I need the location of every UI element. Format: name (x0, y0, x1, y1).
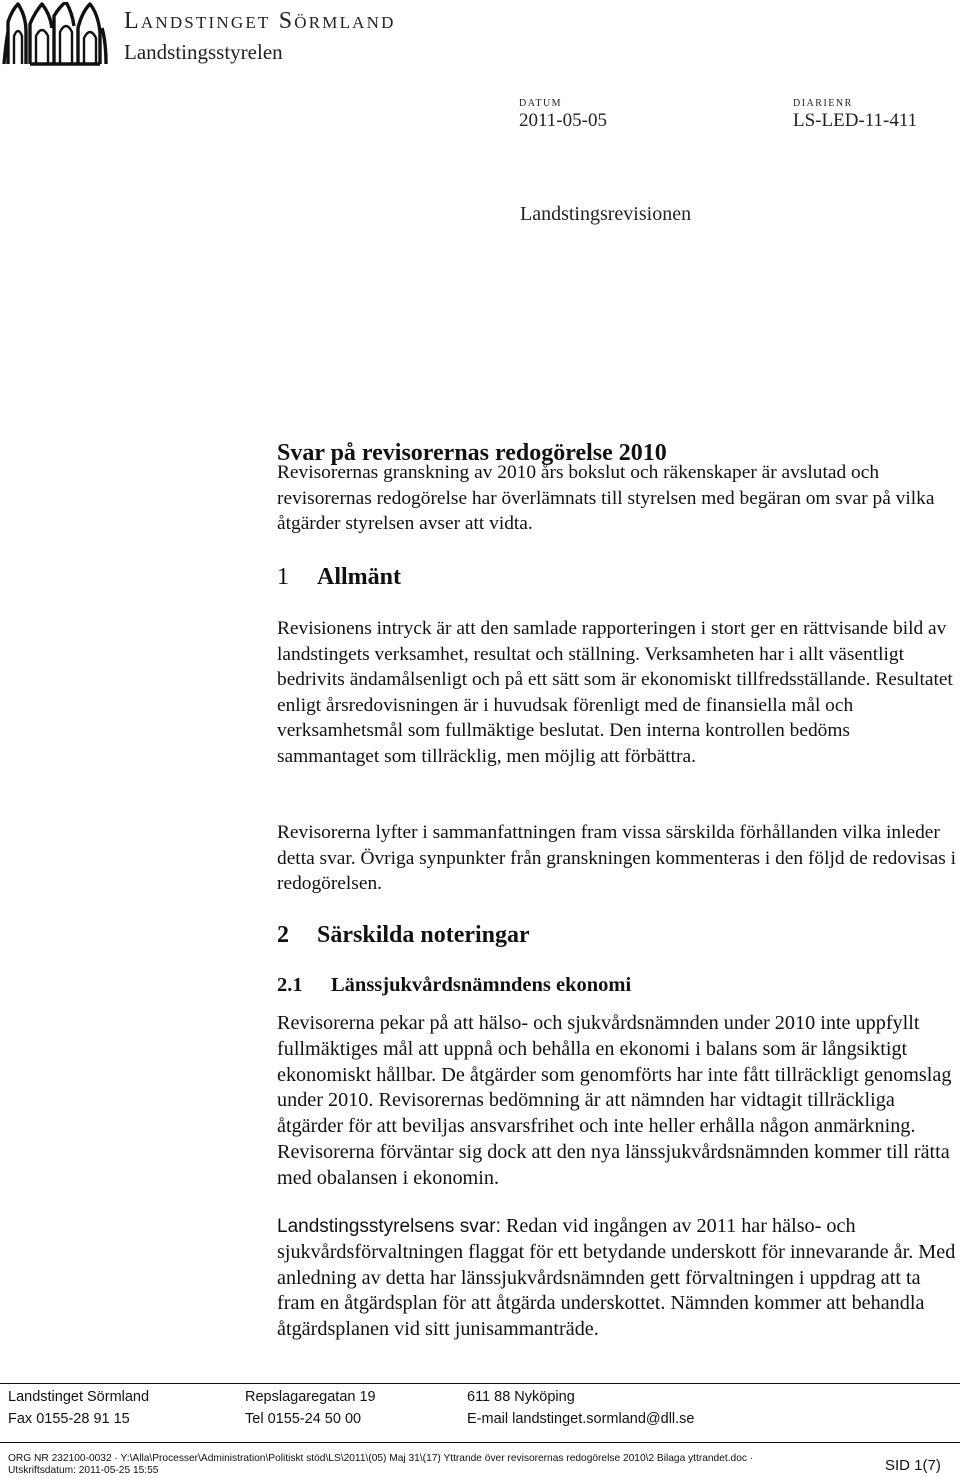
footer-divider-lower (0, 1442, 960, 1443)
board-answer-label: Landstingsstyrelsens svar: (277, 1216, 501, 1237)
footer-divider (0, 1383, 960, 1384)
section-2-heading (277, 922, 957, 949)
section-1-heading (277, 564, 957, 591)
date-label: DATUM (519, 98, 563, 109)
footer-postal-address: 611 88 Nyköping (467, 1389, 575, 1405)
subsection-2-1-paragraph: Revisorerna pekar på att hälso- och sjukvårdsnämnden under 2010 inte uppfyllt fullmäktiges mål att uppnå och behålla en ekonomi i balans som är långsiktigt ekonomiskt hållbar. De åtgärder som genomförts har inte fått tillräckligt genomslag under 2010. Revisorernas bedömning är att nämnden har vidtagit tillräckliga åtgärder för att beviljas ansvarsfrihet och inte heller erhålla någon anmärkning. Revisorerna förväntar sig dock att den nya länssjukvårdsnämnden kommer till rätta med obalansen i ekonomin. (277, 1012, 952, 1189)
document-title: Svar på revisorernas redogörelse 2010 (277, 440, 667, 466)
footer-file-path: ORG NR 232100-0032 · Y:\Alla\Processer\Administration\Politiskt stöd\LS\2011\(05) Maj 31\(17) Yttrande över revisorernas redogörelse 2010\2 Bilaga yttrandet.doc · (8, 1453, 754, 1464)
board-answer-paragraph (277, 1214, 957, 1343)
diarie-value: LS-LED-11-411 (793, 110, 918, 131)
recipient: Landstingsrevisionen (520, 203, 692, 225)
section-1-paragraph-2: Revisorerna lyfter i sammanfattningen fram vissa särskilda förhållanden vilka inleder detta svar. Övriga synpunkter från granskningen kommenteras i den följd de redovisas i redogörelsen. (277, 822, 957, 895)
page-number: SID 1(7) (885, 1457, 941, 1474)
subsection-2-1-heading (277, 974, 957, 997)
footer-street-address: Repslagaregatan 19 (245, 1389, 376, 1405)
crown-logo-icon (2, 2, 112, 68)
intro-paragraph: Revisorernas granskning av 2010 års bokslut och räkenskaper är avslutad och revisorernas redogörelse har överlämnats till styrelsen med begäran om svar på vilka åtgärder styrelsen avser att vidta. (277, 462, 935, 535)
date-value: 2011-05-05 (519, 110, 607, 131)
organization-unit: Landstingsstyrelen (124, 40, 283, 64)
section-1-paragraph-1: Revisionens intryck är att den samlade rapporteringen i stort ger en rättvisande bild av landstingets verksamhet, resultat och ställning. Verksamheten har i allt väsentligt bedrivits ändamålsenligt och på ett sätt som är ekonomiskt tillfredsställande. Resultatet enligt årsredovisningen är i huvudsak förenligt med de finansiella mål och verksamhetsmål som fullmäktige beslutat. Den interna kontrollen bedöms sammantaget som tillräcklig, men möjlig att förbättra. (277, 618, 953, 767)
footer-fax: Fax 0155-28 91 15 (8, 1411, 130, 1427)
section-2-number: 2 (277, 922, 289, 948)
footer-phone: Tel 0155-24 50 00 (245, 1411, 362, 1427)
organization-name: Landstinget Sörmland (124, 8, 396, 34)
section-1-number: 1 (277, 564, 289, 590)
subsection-2-1-number: 2.1 (277, 974, 303, 996)
footer-email: E-mail landstinget.sormland@dll.se (467, 1411, 695, 1427)
footer-organization: Landstinget Sörmland (8, 1389, 150, 1405)
board-answer-text: Redan vid ingången av 2011 har hälso- och sjukvårdsförvaltningen flaggat för ett betydande underskott för innevarande år. Med anledning av detta har länssjukvårdsnämnden gett förvaltningen i uppdrag att ta fram en åtgärdsplan för att åtgärda underskottet. Nämnden kommer att behandla åtgärdsplanen vid sitt junisammanträde. (277, 1215, 956, 1341)
subsection-2-1-title: Länssjukvårdsnämndens ekonomi (331, 974, 632, 996)
section-2-title: Särskilda noteringar (317, 922, 530, 948)
diarie-label: DIARIENR (793, 98, 853, 109)
section-1-title: Allmänt (317, 564, 401, 590)
footer-print-date: Utskriftsdatum: 2011-05-25 15:55 (8, 1465, 159, 1476)
